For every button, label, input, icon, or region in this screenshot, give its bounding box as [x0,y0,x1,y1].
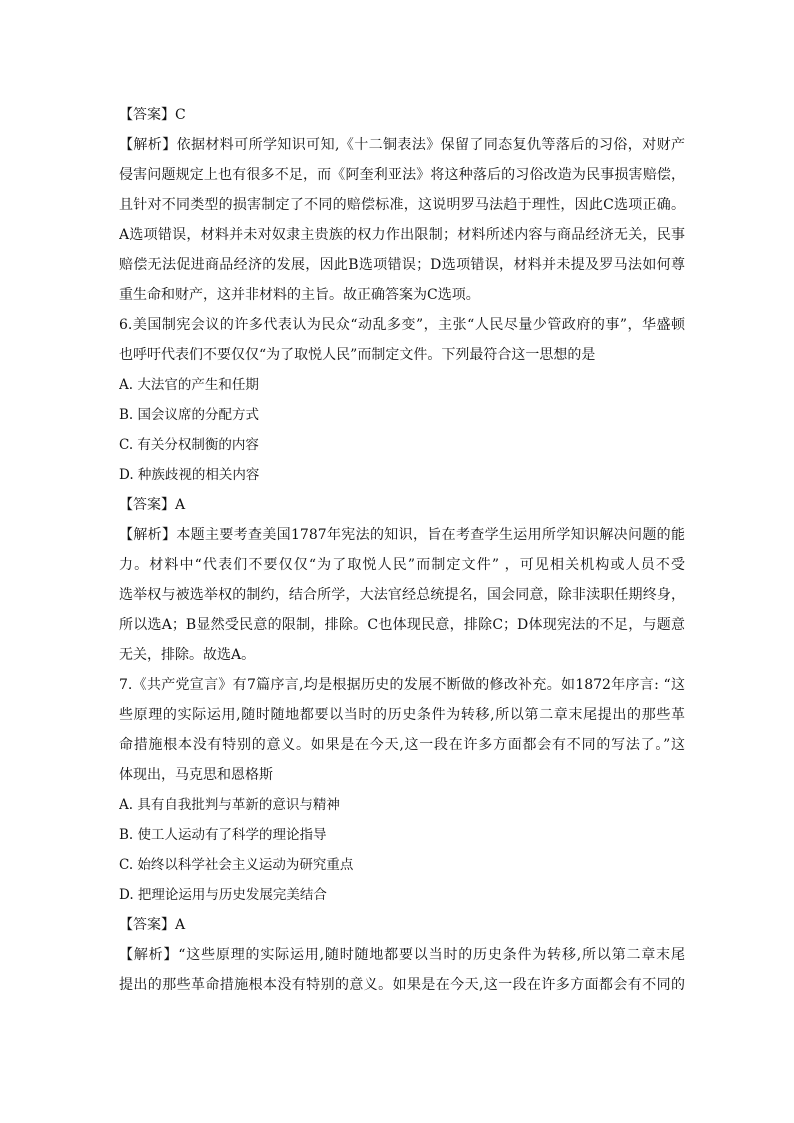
answer-label-q5 [119,100,685,130]
text-line: 且针对不同类型的损害制定了不同的赔偿标准，这说明罗马法趋于理性，因此C选项正确。 [119,197,685,213]
text-line: B. 国会议席的分配方式 [119,407,260,423]
option-a-q7 [119,790,685,820]
question-6 [119,310,685,370]
answer-label-q7 [119,910,685,940]
text-line: 命措施根本没有特别的意义。如果是在今天,这一段在许多方面都会有不同的写法了。”这 [119,737,685,753]
text-line: C. 始终以科学社会主义运动为研究重点 [119,857,354,873]
text-line: 【答案】C [119,107,186,123]
option-c-q6 [119,430,685,460]
option-b-q6 [119,400,685,430]
option-a-q6 [119,370,685,400]
text-line: 体现出，马克思和恩格斯 [119,767,273,783]
question-7 [119,670,685,790]
text-line: 6.美国制宪会议的许多代表认为民众“动乱多变”，主张“人民尽量少管政府的事”，华盛顿 [119,317,685,333]
text-line: 【解析】依据材料可所学知识可知,《十二铜表法》保留了同态复仇等落后的习俗，对财产 [119,137,685,153]
text-line: B. 使工人运动有了科学的理论指导 [119,827,327,843]
text-line: 【答案】A [119,497,186,513]
text-line: 提出的那些革命措施根本没有特别的意义。如果是在今天,这一段在许多方面都会有不同的 [119,977,685,993]
option-d-q6 [119,460,685,490]
analysis-paragraph-q7 [119,940,685,1000]
answer-label-q6 [119,490,685,520]
document-body [119,100,685,1000]
analysis-paragraph-q6 [119,520,685,670]
text-line: D. 把理论运用与历史发展完美结合 [119,887,327,903]
text-line: A选项错误，材料并未对奴隶主贵族的权力作出限制；材料所述内容与商品经济无关，民事 [119,227,685,243]
text-line: 赔偿无法促进商品经济的发展，因此B选项错误；D选项错误，材料并未提及罗马法如何尊 [119,257,685,273]
option-d-q7 [119,880,685,910]
text-line: 【答案】A [119,917,186,933]
text-line: 些原理的实际运用,随时随地都要以当时的历史条件为转移,所以第二章末尾提出的那些革 [119,707,685,723]
text-line: 无关，排除。故选A。 [119,647,256,663]
text-line: 侵害问题规定上也有很多不足，而《阿奎利亚法》将这种落后的习俗改造为民事损害赔偿， [119,167,685,183]
text-line: A. 大法官的产生和任期 [119,377,259,393]
option-c-q7 [119,850,685,880]
option-b-q7 [119,820,685,850]
text-line: D. 种族歧视的相关内容 [119,467,260,483]
text-line: 也呼吁代表们不要仅仅“为了取悦人民”而制定文件。下列最符合这一思想的是 [119,347,596,363]
text-line: 所以选A；B显然受民意的限制，排除。C也体现民意，排除C；D体现宪法的不足，与题意 [119,617,685,633]
text-line: 重生命和财产，这并非材料的主旨。故正确答案为C选项。 [119,287,480,303]
text-line: A. 具有自我批判与革新的意识与精神 [119,797,340,813]
text-line: 【解析】本题主要考查美国1787年宪法的知识，旨在考查学生运用所学知识解决问题的能 [119,527,685,543]
text-line: C. 有关分权制衡的内容 [119,437,259,453]
text-line: 选举权与被选举权的制约，结合所学，大法官经总统提名，国会同意，除非渎职任期终身， [119,587,685,603]
text-line: 7.《共产党宣言》有7篇序言,均是根据历史的发展不断做的修改补充。如1872年序言: “这 [119,677,685,693]
text-line: 【解析】“这些原理的实际运用,随时随地都要以当时的历史条件为转移,所以第二章末尾 [119,947,685,963]
text-line: 力。材料中“代表们不要仅仅“为了取悦人民”而制定文件” ，可见相关机构或人员不受 [119,557,685,573]
analysis-paragraph-q5 [119,130,685,310]
